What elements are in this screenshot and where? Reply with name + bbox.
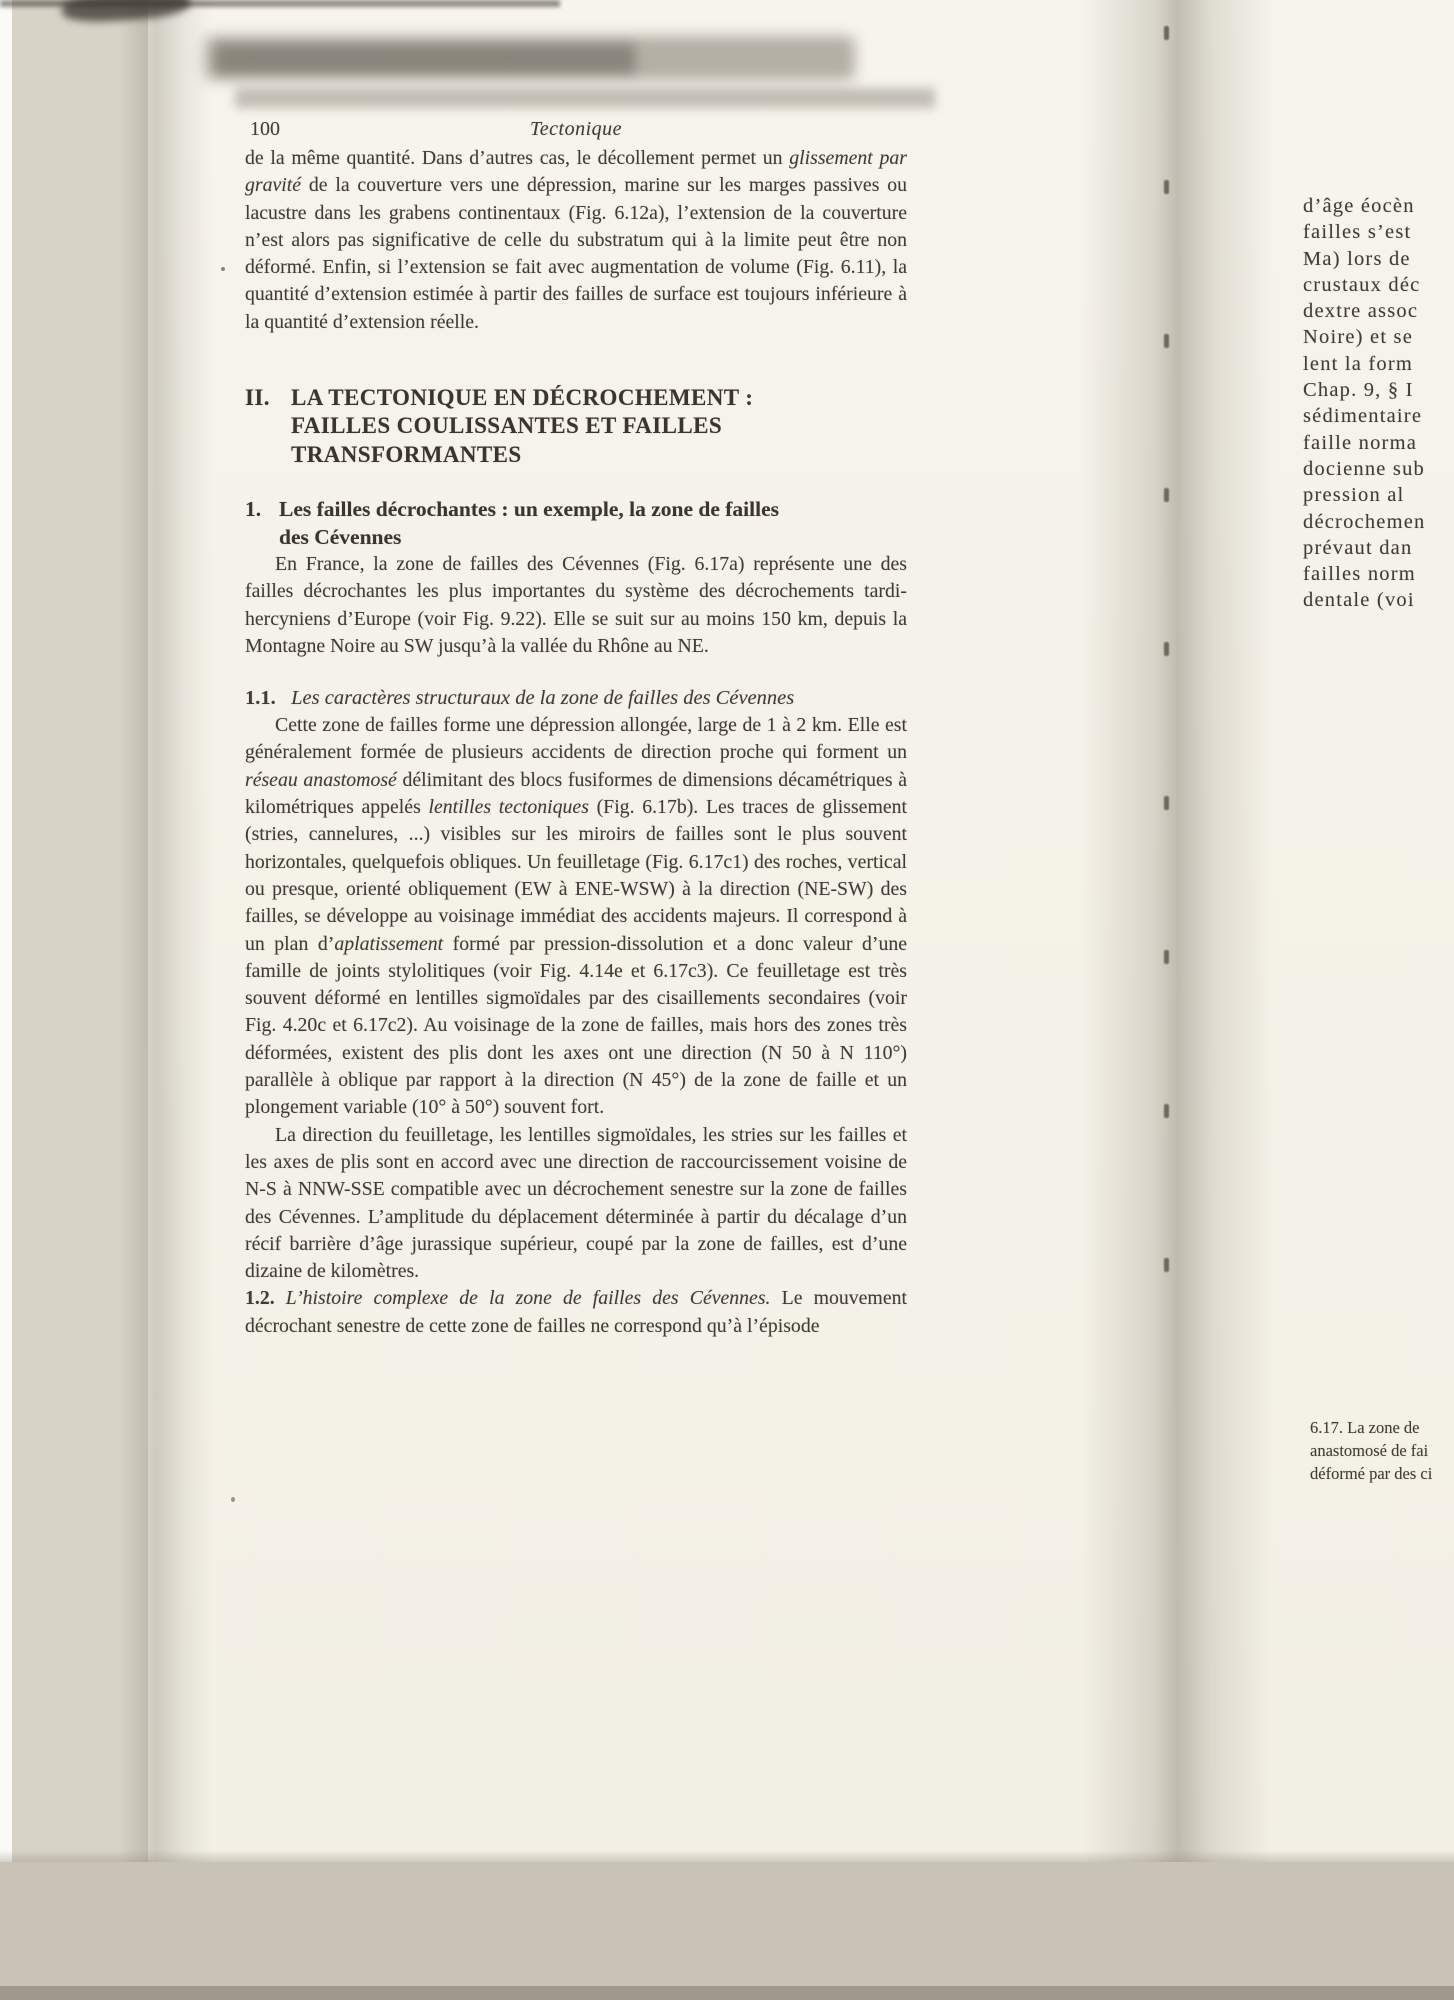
right-page-line: dextre assoc xyxy=(1303,300,1419,323)
paragraph-intro xyxy=(245,145,907,336)
subsection-heading-1 xyxy=(245,495,907,551)
subsection-title: Les caractères structuraux de la zone de failles des Cévennes xyxy=(291,687,795,710)
right-page-line: failles norm xyxy=(1303,563,1416,586)
text-segment: (Fig. 6.17b). Les traces de glissement (stries, cannelures, ...) visibles sur les miroirs de failles sont le plus souvent horizontales, quelquefois obliques. Un feuilletage (Fig. 6.17c1) des roches, vertical ou presque, orienté obliquement (EW à ENE-WSW) à la direction (NE-SW) des failles, se développe au voisinage immédiat des accidents majeurs. Il correspond à un plan d’ xyxy=(245,796,907,955)
dust-speck xyxy=(231,1497,235,1502)
left-page-content xyxy=(245,118,907,1340)
text-segment: 1.2. xyxy=(245,1287,275,1310)
scanner-bed-bottom-edge xyxy=(0,1986,1454,2000)
scan-artifact-ghost-band xyxy=(215,44,635,74)
figure-caption-fragment xyxy=(1310,1417,1454,1485)
section-number: II. xyxy=(245,385,270,411)
page-header xyxy=(245,118,907,145)
binding-stitch xyxy=(1164,488,1169,502)
text-segment: de la couverture vers une dépression, marine sur les marges passives ou lacustre dans les grabens continentaux (Fig. 6.12a), l’extension de la couverture n’est alors pas significative de celle du substratum qui à la limite peut être non déformé. Enfin, si l’extension se fait avec augmentation de volume (Fig. 6.11), la quantité d’extension estimée à partir des failles de surface est toujours inférieure à la quantité d’extension réelle. xyxy=(245,174,907,333)
right-page-content xyxy=(1303,193,1454,614)
page-bottom-edge xyxy=(0,1850,1454,1862)
subsection-number: 1. xyxy=(245,496,262,521)
right-page-line: lent la form xyxy=(1303,352,1414,375)
binding-stitch xyxy=(1164,796,1169,810)
right-page-line: d’âge éocèn xyxy=(1303,195,1415,217)
page-number: 100 xyxy=(250,118,280,140)
right-page-line: sédimentaire xyxy=(1303,405,1423,428)
paragraph-1-2 xyxy=(245,1285,907,1340)
text-segment: de la même quantité. Dans d’autres cas, le décollement permet un xyxy=(245,147,790,169)
subsection-number: 1.1. xyxy=(245,687,276,710)
right-page-line: prévaut dan xyxy=(1303,536,1413,559)
binding-stitch xyxy=(1164,26,1169,40)
text-segment: lentilles tectoniques xyxy=(428,796,589,819)
caption-line: 6.17. La zone de xyxy=(1310,1418,1420,1437)
paragraph-en-france: En France, la zone de failles des Cévennes (Fig. 6.17a) représente une des failles décrochantes les plus importantes du système des décrochements tardi-hercyniens d’Europe (voir Fig. 9.22). Elle se suit sur au moins 150 km, depuis la Montagne Noire au SW jusqu’à la vallée du Rhône au NE. xyxy=(245,552,907,657)
text-segment: glissement par gravité xyxy=(245,147,907,197)
page-left-shadow xyxy=(118,0,213,1862)
text-segment: Cette zone de failles forme une dépression allongée, large de 1 à 2 km. Elle est généralement formée de plusieurs accidents de direction proche qui forment un xyxy=(245,714,907,764)
paragraph-structure xyxy=(245,712,907,1121)
right-page-line: faille norma xyxy=(1303,431,1418,454)
binding-stitch xyxy=(1164,1258,1169,1272)
right-page-line: docienne sub xyxy=(1303,457,1425,480)
scanner-edge xyxy=(0,0,12,1862)
binding-stitch xyxy=(1164,334,1169,348)
caption-line: anastomosé de fai xyxy=(1310,1440,1429,1460)
subsection-title: Les failles décrochantes : un exemple, la zone de failles des Cévennes xyxy=(279,496,780,549)
text-segment: L’histoire complexe de la zone de failles des Cévennes. xyxy=(274,1287,771,1310)
right-page-line: pression al xyxy=(1303,484,1405,507)
binding-stitch xyxy=(1164,1104,1169,1118)
binding-stitch xyxy=(1164,950,1169,964)
section-title: LA TECTONIQUE EN DÉCROCHEMENT : FAILLES COULISSANTES ET FAILLES TRANSFORMANTES xyxy=(291,385,754,467)
text-segment: aplatissement xyxy=(334,932,444,955)
section-heading-ii xyxy=(245,384,907,469)
spacer xyxy=(281,687,286,709)
right-page-line: dentale (voi xyxy=(1303,589,1415,612)
book-gutter-shadow xyxy=(1080,0,1275,1862)
subsection-heading-1-1 xyxy=(245,685,907,712)
binding-stitch xyxy=(1164,180,1169,194)
paragraph-direction: La direction du feuilletage, les lentilles sigmoïdales, les stries sur les failles et les axes de plis sont en accord avec une direction de raccourcissement voisine de N-S à NNW-SSE compatible avec un décrochement senestre sur la zone de failles des Cévennes. L’amplitude du déplacement déterminée à partir du décalage d’un récif barrière d’âge jurassique supérieur, coupé par la zone de failles, est d’une dizaine de kilomètres. xyxy=(245,1123,907,1283)
dust-speck xyxy=(221,267,225,271)
text-segment: réseau anastomosé xyxy=(245,768,397,791)
right-page-line: crustaux déc xyxy=(1303,273,1421,296)
right-page-line: failles s’est xyxy=(1303,221,1412,244)
text-segment: formé par pression-dissolution et a donc valeur d’une famille de joints stylolitiques (voir Fig. 4.14e et 6.17c3). Ce feuilletage est très souvent déformé en lentilles sigmoïdales par des cisaillements secondaires (voir Fig. 4.20c et 6.17c2). Au voisinage de la zone de failles, mais hors des zones très déformées, existent des plis dont les axes ont une direction (N 50 à N 110°) parallèle à oblique par rapport à la direction (N 45°) de la zone de faille et un plongement variable (10° à 50°) souvent fort. xyxy=(245,932,908,1119)
right-page-line: Chap. 9, § I xyxy=(1303,379,1414,402)
running-header: Tectonique xyxy=(529,118,623,140)
right-page-line: Ma) lors de xyxy=(1303,247,1411,270)
text-segment: délimitant des blocs fusiformes de dimensions décamétriques à kilométriques appelés xyxy=(245,768,907,819)
right-page-line: décrochemen xyxy=(1303,510,1426,533)
right-page-line: Noire) et se xyxy=(1303,326,1414,349)
binding-stitch xyxy=(1164,642,1169,656)
text-segment: Le mouvement décrochant senestre de cette zone de failles ne correspond qu’à l’épisode xyxy=(245,1287,907,1337)
caption-line: déformé par des ci xyxy=(1310,1463,1433,1483)
scanner-bed-bottom xyxy=(0,1862,1454,2000)
scan-artifact-ghost-band xyxy=(235,88,935,108)
